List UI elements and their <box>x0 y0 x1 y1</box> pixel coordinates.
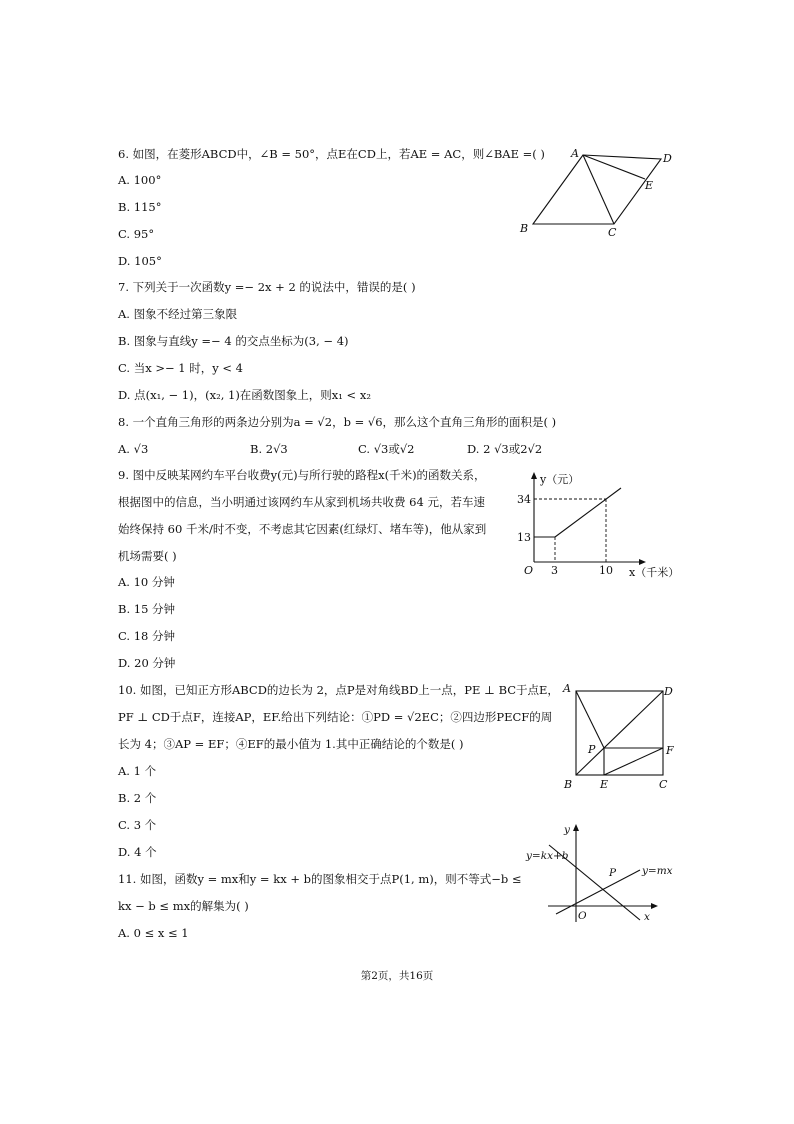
q6-option-d: D. 105° <box>118 254 162 268</box>
y-arrow <box>573 824 579 831</box>
point-p-label: P <box>609 867 617 879</box>
q7-option-b: B. 图象与直线y =− 4 的交点坐标为(3, − 4) <box>118 334 349 348</box>
q10-line-2: PF ⊥ CD于点F，连接AP，EF.给出下列结论：①PD = √2EC；②四边形PECF的周 <box>118 710 553 724</box>
q10-square-figure <box>560 680 685 795</box>
q6-option-c: C. 95° <box>118 227 155 241</box>
y-arrow <box>531 472 537 479</box>
q10-line-1: 10. 如图，已知正方形ABCD的边长为 2，点P是对角线BD上一点，PE ⊥ BC于点E， <box>118 683 559 697</box>
x-axis-label: x <box>644 911 650 923</box>
q10-line-3: 长为 4；③AP = EF；④EF的最小值为 1.其中正确结论的个数是( ) <box>118 737 464 751</box>
label-d: D <box>663 152 672 165</box>
q6-rhombus-figure <box>515 144 685 239</box>
label-a: A <box>563 682 571 695</box>
q8-option-c: C. √3或√2 <box>358 442 415 456</box>
q9-line-2: 根据图中的信息，当小明通过该网约车从家到机场共收费 64 元，若车速 <box>118 495 485 509</box>
y-tick-13: 13 <box>517 531 531 544</box>
label-e: E <box>600 778 609 791</box>
q7-stem: 7. 下列关于一次函数y =− 2x + 2 的说法中，错误的是( ) <box>118 280 416 294</box>
line2-label: y=mx <box>642 865 673 877</box>
segment-ef <box>604 748 663 775</box>
q8-option-d: D. 2 √3或2√2 <box>467 442 543 456</box>
label-p: P <box>588 743 596 756</box>
line-mx <box>556 870 640 914</box>
y-tick-34: 34 <box>517 493 531 506</box>
q6-option-b: B. 115° <box>118 200 162 214</box>
label-e: E <box>645 179 654 192</box>
q9-option-a: A. 10 分钟 <box>118 575 175 589</box>
page-footer: 第2页，共16页 <box>360 970 434 982</box>
q11-option-a: A. 0 ≤ x ≤ 1 <box>118 926 189 940</box>
rhombus-abcd <box>533 155 661 224</box>
origin-label: O <box>524 564 534 577</box>
q9-option-d: D. 20 分钟 <box>118 656 176 670</box>
q11-line-2: kx − b ≤ mx的解集为( ) <box>118 899 249 913</box>
q8-stem: 8. 一个直角三角形的两条边分别为a = √2，b = √6，那么这个直角三角形的面积是( ) <box>118 415 557 429</box>
q9-fare-graph <box>510 470 685 582</box>
label-a: A <box>571 147 579 160</box>
x-axis-label: x（千米） <box>629 566 680 579</box>
q10-option-b: B. 2 个 <box>118 791 157 805</box>
q10-option-c: C. 3 个 <box>118 818 157 832</box>
q8-option-b: B. 2√3 <box>250 442 288 456</box>
label-c: C <box>608 226 617 239</box>
q11-line-1: 11. 如图，函数y = mx和y = kx + b的图象相交于点P(1, m)，则不等式−b ≤ <box>118 872 522 886</box>
segment-ap <box>576 691 604 748</box>
q9-line-3: 始终保持 60 千米/时不变，不考虑其它因素(红绿灯、堵车等)，他从家到 <box>118 522 487 536</box>
fare-rising-segment <box>555 488 621 537</box>
q6-option-a: A. 100° <box>118 173 162 187</box>
label-b: B <box>520 222 529 235</box>
y-axis-label: y <box>564 824 570 836</box>
label-c: C <box>659 778 668 791</box>
q9-line-4: 机场需要( ) <box>118 549 177 563</box>
x-tick-3: 3 <box>551 564 558 577</box>
q9-option-c: C. 18 分钟 <box>118 629 175 643</box>
q7-option-c: C. 当x >− 1 时，y < 4 <box>118 361 244 375</box>
line1-label: y=kx+b <box>526 850 569 862</box>
diagonal-bd <box>576 691 663 775</box>
q7-option-a: A. 图象不经过第三象限 <box>118 307 238 321</box>
q9-line-1: 9. 图中反映某网约车平台收费y(元)与所行驶的路程x(千米)的函数关系， <box>118 468 486 482</box>
label-b: B <box>564 778 573 791</box>
x-arrow <box>639 559 646 565</box>
origin-label: O <box>578 910 587 922</box>
q10-option-a: A. 1 个 <box>118 764 157 778</box>
label-d: D <box>664 685 673 698</box>
q11-line-graph <box>522 822 682 927</box>
q10-option-d: D. 4 个 <box>118 845 157 859</box>
q9-option-b: B. 15 分钟 <box>118 602 176 616</box>
q6-stem: 6. 如图，在菱形ABCD中，∠B = 50°，点E在CD上，若AE = AC，则∠BAE =( ) <box>118 147 545 161</box>
q8-option-a: A. √3 <box>118 442 149 456</box>
y-axis-label: y（元） <box>540 473 580 486</box>
q7-option-d: D. 点(x₁, − 1)，(x₂, 1)在函数图象上，则x₁ < x₂ <box>118 388 371 402</box>
x-tick-10: 10 <box>599 564 613 577</box>
x-arrow <box>651 903 658 909</box>
label-f: F <box>666 744 674 757</box>
